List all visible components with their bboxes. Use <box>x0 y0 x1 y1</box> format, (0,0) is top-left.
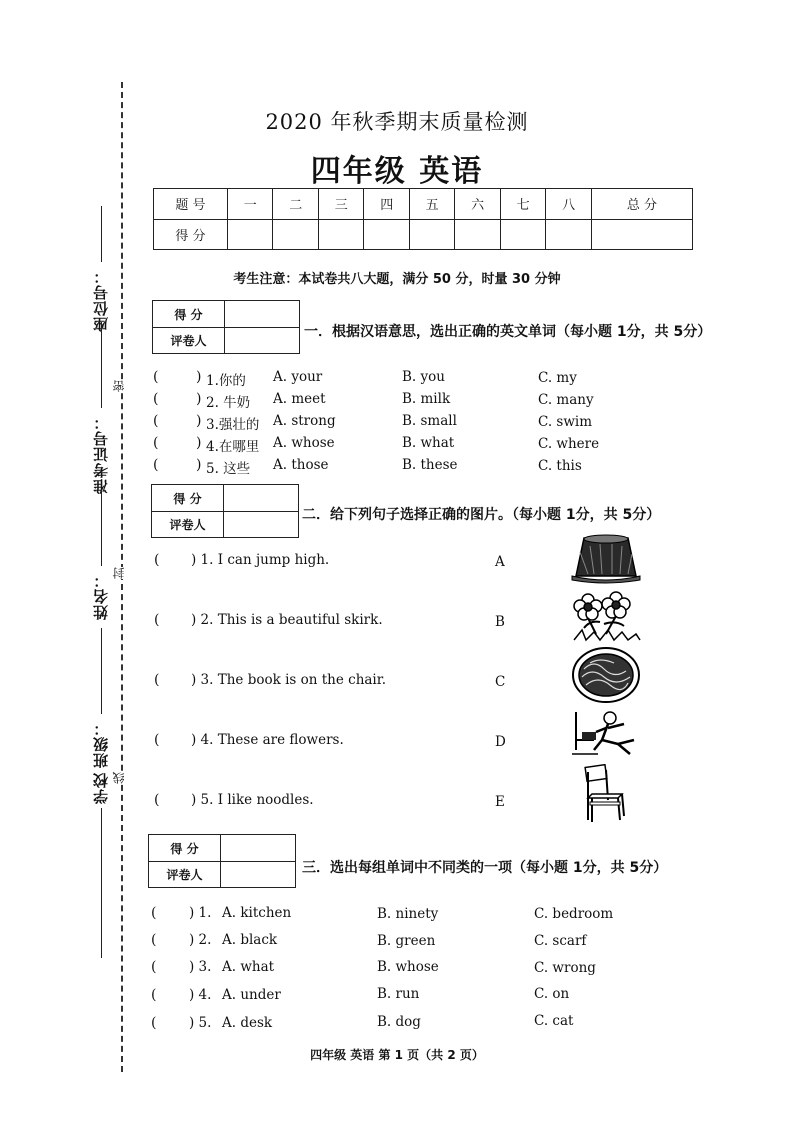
option-c: C. scarf <box>534 933 587 949</box>
answer-paren[interactable]: ( <box>153 369 159 385</box>
name-label: 姓名： <box>92 572 110 620</box>
exam-number-label: 准考证号： <box>92 414 110 494</box>
seat-number-field[interactable] <box>101 206 102 262</box>
question-prompt: 5. 这些 <box>206 461 251 477</box>
score-cell[interactable] <box>318 219 363 250</box>
option-a: A. meet <box>273 391 326 407</box>
grader-score-label: 得 分 <box>152 485 224 511</box>
option-a: A. under <box>222 987 281 1003</box>
score-cell[interactable] <box>500 219 545 250</box>
score-table-header: 八 <box>546 189 591 220</box>
answer-paren[interactable]: ( <box>151 959 157 975</box>
option-a: A. your <box>273 369 323 385</box>
name-field[interactable] <box>101 490 102 566</box>
answer-paren-close: ) <box>196 369 202 385</box>
option-c: C. many <box>538 392 594 408</box>
picture-letter: B <box>495 614 505 630</box>
cake-icon <box>570 532 642 584</box>
answer-paren[interactable]: ( <box>151 987 157 1003</box>
option-a: A. what <box>222 959 275 975</box>
exam-number-field[interactable] <box>101 322 102 408</box>
grader-score-cell[interactable] <box>224 485 298 511</box>
school-label: 学校 <box>92 772 110 804</box>
seal-mi: 密 <box>112 380 126 392</box>
question-number: ) 4. <box>189 987 212 1003</box>
question-number: ) 1. <box>189 905 212 921</box>
question-number: ) 2. <box>189 932 212 948</box>
option-a: A. kitchen <box>222 905 292 921</box>
grader-box-section1 <box>152 300 300 354</box>
grader-name-label: 评卷人 <box>152 512 224 537</box>
answer-paren[interactable]: ( <box>151 1015 157 1031</box>
page-footer: 四年级 英语 第 1 页（共 2 页） <box>310 1048 484 1062</box>
answer-paren[interactable]: ( <box>153 391 159 407</box>
option-a: A. those <box>273 457 329 473</box>
grader-name-label: 评卷人 <box>153 328 225 353</box>
option-c: C. this <box>538 458 582 474</box>
option-b: B. you <box>402 369 445 385</box>
grader-score-label: 得 分 <box>153 301 225 327</box>
question-sentence: ) 1. I can jump high. <box>191 552 330 568</box>
grader-score-cell[interactable] <box>221 835 295 861</box>
option-c: C. on <box>534 986 570 1002</box>
option-c: C. swim <box>538 414 593 430</box>
grader-name-cell[interactable] <box>224 512 298 537</box>
option-b: B. ninety <box>377 906 439 922</box>
answer-paren[interactable]: ( <box>154 672 160 688</box>
grader-box-section2 <box>151 484 299 538</box>
answer-paren[interactable]: ( <box>153 435 159 451</box>
picture-letter: D <box>495 734 506 750</box>
flowers-icon <box>570 590 642 644</box>
score-cell[interactable] <box>546 219 591 250</box>
question-prompt: 1.你的 <box>206 373 246 389</box>
answer-paren[interactable]: ( <box>154 792 160 808</box>
question-sentence: ) 3. The book is on the chair. <box>191 672 387 688</box>
option-c: C. my <box>538 370 577 386</box>
question-prompt: 3.强壮的 <box>206 417 260 433</box>
section3-heading: 三．选出每组单词中不同类的一项（每小题 1分，共 5分） <box>302 860 668 876</box>
score-cell[interactable] <box>409 219 454 250</box>
answer-paren[interactable]: ( <box>153 413 159 429</box>
option-b: B. these <box>402 457 458 473</box>
option-b: B. whose <box>377 959 439 975</box>
score-table-header: 三 <box>318 189 363 220</box>
option-a: A. black <box>222 932 278 948</box>
class-label: 班级： <box>92 720 110 768</box>
jumping-boy-icon <box>572 710 644 764</box>
score-table-header: 题 号 <box>154 189 228 220</box>
option-a: A. whose <box>273 435 335 451</box>
option-b: B. run <box>377 986 420 1002</box>
answer-paren[interactable]: ( <box>154 612 160 628</box>
seal-feng: 封 <box>112 567 126 579</box>
option-c: C. where <box>538 436 600 452</box>
section1-heading: 一．根据汉语意思，选出正确的英文单词（每小题 1分，共 5分） <box>304 324 712 340</box>
question-prompt: 4.在哪里 <box>206 439 260 455</box>
picture-letter: E <box>495 794 505 810</box>
score-table-header: 五 <box>409 189 454 220</box>
question-prompt: 2. 牛奶 <box>206 395 251 411</box>
answer-paren-close: ) <box>196 391 202 407</box>
exam-notice: 考生注意：本试卷共八大题，满分 50 分，时量 30 分钟 <box>233 272 561 287</box>
answer-paren[interactable]: ( <box>154 552 160 568</box>
option-c: C. cat <box>534 1013 574 1029</box>
seal-xian: 线 <box>112 772 126 784</box>
exam-title: 2020 年秋季期末质量检测 <box>265 110 529 134</box>
answer-paren[interactable]: ( <box>154 732 160 748</box>
seat-number-label: 座位号： <box>92 268 110 332</box>
score-table-header: 四 <box>364 189 409 220</box>
option-c: C. wrong <box>534 960 596 976</box>
picture-letter: A <box>495 554 505 570</box>
answer-paren[interactable]: ( <box>153 457 159 473</box>
option-b: B. green <box>377 933 436 949</box>
question-sentence: ) 2. This is a beautiful skirk. <box>191 612 383 628</box>
option-a: A. strong <box>273 413 336 429</box>
school-field[interactable] <box>101 808 102 958</box>
option-a: A. desk <box>222 1015 273 1031</box>
option-b: B. what <box>402 435 455 451</box>
answer-paren[interactable]: ( <box>151 932 157 948</box>
score-table <box>153 188 693 250</box>
chair-with-book-icon <box>576 764 632 824</box>
score-cell[interactable] <box>228 219 273 250</box>
option-c: C. bedroom <box>534 906 614 922</box>
grader-name-label: 评卷人 <box>149 862 221 887</box>
answer-paren[interactable]: ( <box>151 905 157 921</box>
question-sentence: ) 4. These are flowers. <box>191 732 344 748</box>
grader-name-cell[interactable] <box>221 862 295 887</box>
section2-heading: 二．给下列句子选择正确的图片。（每小题 1分，共 5分） <box>302 507 661 523</box>
class-field[interactable] <box>101 628 102 714</box>
answer-paren-close: ) <box>196 435 202 451</box>
question-sentence: ) 5. I like noodles. <box>191 792 314 808</box>
score-table-header: 二 <box>273 189 318 220</box>
picture-letter: C <box>495 674 506 690</box>
grader-score-cell[interactable] <box>225 301 299 327</box>
score-cell[interactable] <box>364 219 409 250</box>
score-row-label: 得 分 <box>154 219 228 250</box>
question-number: ) 3. <box>189 959 212 975</box>
score-cell[interactable] <box>455 219 500 250</box>
grader-box-section3 <box>148 834 296 888</box>
answer-paren-close: ) <box>196 457 202 473</box>
noodles-icon <box>570 645 642 705</box>
question-number: ) 5. <box>189 1015 212 1031</box>
option-b: B. dog <box>377 1014 421 1030</box>
grader-score-label: 得 分 <box>149 835 221 861</box>
grader-name-cell[interactable] <box>225 328 299 353</box>
score-cell[interactable] <box>273 219 318 250</box>
option-b: B. small <box>402 413 457 429</box>
exam-subject: 四年级 英语 <box>310 154 484 189</box>
answer-paren-close: ) <box>196 413 202 429</box>
option-b: B. milk <box>402 391 451 407</box>
score-table-header: 六 <box>455 189 500 220</box>
score-table-header: 总 分 <box>591 189 692 220</box>
score-table-header: 七 <box>500 189 545 220</box>
score-table-header: 一 <box>228 189 273 220</box>
score-cell[interactable] <box>591 219 692 250</box>
